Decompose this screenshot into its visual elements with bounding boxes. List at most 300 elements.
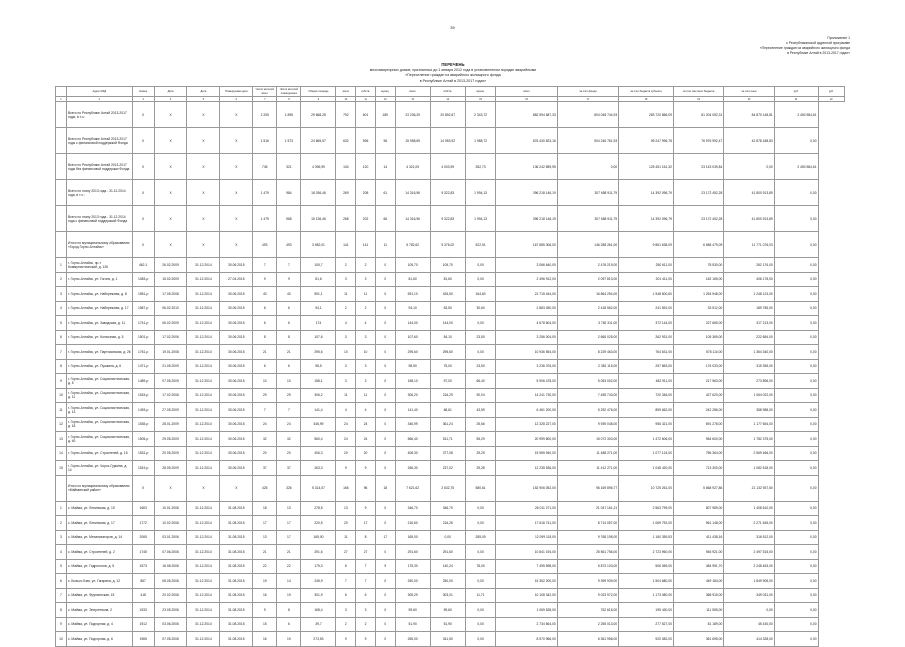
table-cell: 4 396,99 [301, 154, 336, 180]
table-cell: 1912 [132, 617, 154, 632]
table-cell: 30,60 [465, 301, 496, 316]
table-cell: 578 110,00 [673, 345, 723, 360]
table-cell: 1745 [132, 545, 154, 560]
table-cell: 6 461 200,00 [496, 403, 557, 418]
table-cell: 1 [56, 501, 67, 516]
table-cell: 12 099 115,00 [496, 530, 557, 545]
table-cell: 10 [277, 374, 301, 389]
table-cell: 295,60 [395, 345, 430, 360]
table-cell: 136 242 859,95 [496, 154, 557, 180]
table-cell: 51,90 [395, 617, 430, 632]
table-cell: 7 455 743,00 [557, 388, 618, 403]
table-cell [56, 206, 67, 232]
table-cell: 591,10 [395, 287, 430, 302]
table-cell: X [220, 232, 253, 258]
table-cell: 396 218 146,19 [496, 206, 557, 232]
column-number: 13 [395, 97, 430, 102]
table-cell: 10.02.2006 [154, 516, 187, 531]
table-cell: 0,00 [774, 588, 818, 603]
table-cell: 2 569 466,00 [724, 446, 774, 461]
housing-table [55, 86, 845, 647]
table-cell: 9 [336, 461, 356, 476]
table-cell: 1083-р [132, 272, 154, 287]
header-cell: Номер [132, 87, 154, 97]
table-cell: 162 165,00 [673, 272, 723, 287]
table-row [56, 461, 845, 476]
title-line: в Республике Алтай в 2013-2017 годах» [419, 78, 487, 83]
table-cell: 31.12.2014 [187, 588, 220, 603]
table-cell: 493 [253, 232, 277, 258]
table-cell: 8 714 057,00 [557, 516, 618, 531]
table-cell: 189 785,00 [724, 301, 774, 316]
table-cell: 15 072 303,00 [557, 432, 618, 447]
table-cell: 0 [375, 330, 395, 345]
table-cell: X [187, 475, 220, 501]
table-cell: 2 497 515,00 [724, 545, 774, 560]
address-cell: с. Майма, ул. Ленинская, д. 17 [66, 516, 132, 531]
table-cell [56, 154, 67, 180]
table-cell: 31.08.2015 [220, 559, 253, 574]
table-cell: 166 [336, 475, 356, 501]
table-cell: 7 [277, 258, 301, 273]
table-cell: 2 343,72 [465, 102, 496, 128]
table-cell: 31.08.2015 [220, 545, 253, 560]
column-number: 19 [673, 97, 723, 102]
table-cell: 3 236 376,00 [496, 359, 557, 374]
table-cell: 31.12.2014 [187, 574, 220, 589]
table-cell: 30.06.2015 [220, 461, 253, 476]
table-cell: 262 176,00 [724, 258, 774, 273]
table-cell: 15 [253, 617, 277, 632]
table-cell: 0 [375, 461, 395, 476]
table-cell: 21 047 161,21 [557, 501, 618, 516]
address-cell: Итого по муниципальному образованию «Майминский район» [66, 475, 132, 501]
table-cell: 31.12.2014 [187, 417, 220, 432]
table-cell: 23,50 [465, 330, 496, 345]
table-cell: 493 [277, 232, 301, 258]
table-cell: 9 322,83 [430, 180, 465, 206]
table-cell: 425 [253, 475, 277, 501]
table-cell: 25,66 [465, 417, 496, 432]
table-cell: 9 023 972,00 [557, 588, 618, 603]
table-cell: 1531-р [132, 446, 154, 461]
table-cell: 1 573 [277, 128, 301, 154]
table-cell: 4 [356, 316, 376, 331]
table-cell: 51,90 [430, 617, 465, 632]
table-cell: 11 488 271,00 [557, 446, 618, 461]
address-cell: Всего по этапу 2013 года - 31.12.2014 года с финансовой поддержкой Фонда [66, 206, 132, 232]
table-cell: 2 476 219,00 [557, 258, 618, 273]
table-cell: 30.06.2015 [220, 359, 253, 374]
table-cell: 76 976 992,47 [673, 128, 723, 154]
table-cell: 876 430 823,16 [496, 128, 557, 154]
table-cell: 8 570 966,00 [496, 632, 557, 647]
table-cell: X [132, 154, 154, 180]
table-cell: 30.06.2015 [220, 330, 253, 345]
table-cell: 0,00 [465, 345, 496, 360]
address-cell: Всего по этапу 2013 года - 31.12.2014 года, в т.ч.: [66, 180, 132, 206]
table-cell: 1965 [132, 632, 154, 647]
table-cell: 29 668,28 [301, 102, 336, 128]
table-cell: 13 [277, 501, 301, 516]
column-number: 8 [277, 97, 301, 102]
table-cell: 1663 [132, 501, 154, 516]
table-cell: 27 [356, 545, 376, 560]
table-row [56, 316, 845, 331]
table-cell: 3 782 311,00 [557, 316, 618, 331]
table-cell: 165,00 [301, 530, 336, 545]
table-cell: 1505-р [132, 432, 154, 447]
table-cell: 1519-р [132, 461, 154, 476]
table-cell: 1761-р [132, 345, 154, 360]
table-cell: 263,3 [301, 461, 336, 476]
table-row [56, 559, 845, 574]
table-cell: 37 [253, 461, 277, 476]
table-cell: 31.12.2014 [187, 359, 220, 374]
table-cell: 1 160 359,53 [619, 530, 674, 545]
table-cell: 9 939 048,00 [557, 417, 618, 432]
table-cell: 0,00 [774, 545, 818, 560]
table-cell: 2 563 799,00 [619, 501, 674, 516]
table-cell: 12 [56, 417, 67, 432]
table-cell: 418 [132, 588, 154, 603]
table-cell: 217 963,00 [673, 374, 723, 389]
table-cell: 3 [356, 272, 376, 287]
table-cell: 31.08.2015 [220, 530, 253, 545]
table-cell: 220,5 [301, 516, 336, 531]
table-cell: 10 [56, 632, 67, 647]
table-cell: 23 172 452,28 [673, 206, 723, 232]
table-cell: 964 600,00 [673, 432, 723, 447]
table-cell: 96 [375, 128, 395, 154]
table-cell: 250,00 [395, 574, 430, 589]
table-cell: 406,30 [395, 446, 430, 461]
table-cell: 6 [277, 359, 301, 374]
table-cell: 167 685 306,00 [496, 232, 557, 258]
table-cell: 31.12.2014 [187, 345, 220, 360]
table-cell: 3 [336, 374, 356, 389]
table-cell: 17 [277, 516, 301, 531]
table-cell: 81 204 052,31 [673, 102, 723, 128]
table-cell: 111 555,00 [673, 603, 723, 618]
table-cell: 10.01.2006 [154, 501, 187, 516]
table-cell: 859 662,00 [619, 403, 674, 418]
table-cell: 10 936 554,00 [496, 345, 557, 360]
table-cell: 31.08.2015 [220, 588, 253, 603]
table-cell: 2 632,75 [430, 475, 465, 501]
table-cell: 18 036,46 [301, 180, 336, 206]
table-cell: 1741-р [132, 316, 154, 331]
table-cell: 0 [375, 417, 395, 432]
total-row [56, 180, 845, 206]
table-cell: 30.06.2015 [220, 417, 253, 432]
table-cell: 377,08 [430, 446, 465, 461]
table-cell: 30.06.2015 [220, 345, 253, 360]
table-cell: 301,9 [301, 588, 336, 603]
table-cell: 601 [356, 102, 376, 128]
table-cell: 37 [277, 461, 301, 476]
table-cell: 484 991,70 [673, 559, 723, 574]
table-cell: 0,00 [774, 301, 818, 316]
table-cell: 30.06.2015 [220, 374, 253, 389]
table-cell: 20 [277, 446, 301, 461]
table-cell: 346,99 [301, 417, 336, 432]
header-cell: собств. [356, 87, 376, 97]
table-cell: 506 069,00 [619, 559, 674, 574]
table-cell: 26 011 271,00 [496, 501, 557, 516]
table-cell: 946 921,00 [673, 545, 723, 560]
table-cell: 17 [375, 530, 395, 545]
table-cell: 40 [253, 287, 277, 302]
table-cell: 18 [375, 475, 395, 501]
table-cell: 19.01.2008 [154, 345, 187, 360]
table-cell: 29 [277, 388, 301, 403]
table-cell: 2 665 025,00 [557, 330, 618, 345]
table-row [56, 272, 845, 287]
table-cell: 18 [253, 501, 277, 516]
table-cell: 31.12.2014 [187, 330, 220, 345]
table-cell: 5 376,02 [430, 232, 465, 258]
table-cell: 9 [336, 632, 356, 647]
table-cell: 1 177 654,00 [724, 417, 774, 432]
table-cell: 1489-р [132, 374, 154, 389]
subtotal-row [56, 475, 845, 501]
table-cell: 31.08.2015 [220, 617, 253, 632]
table-cell: 21 715 444,00 [496, 287, 557, 302]
table-cell: 208 [356, 180, 376, 206]
address-cell: г. Горно-Алтайск, ул. Социалистическая, д. 11 [66, 388, 132, 403]
table-cell: 321 [277, 154, 301, 180]
table-cell: X [187, 154, 220, 180]
address-cell: Всего по Республике Алтай 2013-2017 годы, в т.ч.: [66, 102, 132, 128]
table-cell: 27 [336, 545, 356, 560]
table-cell: 449 184,00 [673, 574, 723, 589]
table-cell [56, 102, 67, 128]
table-cell: 0 [375, 501, 395, 516]
table-cell: 31.12.2014 [187, 388, 220, 403]
table-cell: X [154, 475, 187, 501]
table-cell: 105 369,00 [673, 330, 723, 345]
table-cell: 269 [336, 180, 356, 206]
table-cell: 720 346,00 [619, 388, 674, 403]
table-cell: 23,50 [465, 359, 496, 374]
table-cell: 6 [277, 301, 301, 316]
address-cell: г. Горно-Алтайск, ул. Партизанская, д. 26 [66, 345, 132, 360]
table-cell: 81,6 [301, 272, 336, 287]
table-cell: 31.12.2014 [187, 461, 220, 476]
table-cell: 0,00 [465, 574, 496, 589]
table-cell: 1 069 752,00 [619, 516, 674, 531]
table-cell: 8 229 463,00 [557, 345, 618, 360]
table-cell: 792 [336, 102, 356, 128]
column-number: 12 [375, 97, 395, 102]
table-cell: 1 988,72 [465, 128, 496, 154]
table-cell: 0,00 [774, 374, 818, 389]
table-cell: 175,3 [301, 559, 336, 574]
table-cell: 59,60 [430, 603, 465, 618]
column-number: 9 [301, 97, 336, 102]
table-cell: 0 [375, 272, 395, 287]
table-cell: 23 236,29 [395, 102, 430, 128]
table-cell: 5 053 002,00 [557, 374, 618, 389]
table-cell: 1567-р [132, 301, 154, 316]
table-cell: 1 994,13 [465, 180, 496, 206]
table-row [56, 574, 845, 589]
table-cell: 31.12.2014 [187, 545, 220, 560]
table-cell: 75,00 [430, 359, 465, 374]
table-cell: 0,00 [774, 345, 818, 360]
table-cell: 30.06.2015 [220, 388, 253, 403]
table-cell: 2 097 813,00 [557, 272, 618, 287]
table-cell: 522,91 [465, 232, 496, 258]
address-cell: г. Горно-Алтайск, ул. Заводская, д. 11 [66, 316, 132, 331]
table-cell: 06.02.2009 [154, 316, 187, 331]
table-cell: 1 173 080,00 [619, 588, 674, 603]
table-cell: 14 316,96 [395, 206, 430, 232]
table-cell: 7 621,62 [395, 475, 430, 501]
address-cell: г. Горно-Алтайск, ул. Набережная, д. 8 [66, 287, 132, 302]
address-cell: г. Горно-Алтайск, ул. Чорос-Гуркина, д. 14 [66, 461, 132, 476]
table-cell: 504 246 761,93 [557, 128, 618, 154]
address-cell: Всего по Республике Алтай 2013-2017 годы с финансовой поддержкой Фонда [66, 128, 132, 154]
table-cell: 482 911,00 [619, 374, 674, 389]
table-cell: 19 [253, 574, 277, 589]
table-cell: 273 896,00 [724, 374, 774, 389]
table-cell: 15.02.2009 [154, 272, 187, 287]
table-cell: 1471-р [132, 359, 154, 374]
table-cell: 21 [277, 345, 301, 360]
table-cell: 5 314,07 [301, 475, 336, 501]
table-cell: 222 684,00 [724, 330, 774, 345]
table-cell: 31.12.2014 [187, 432, 220, 447]
table-cell: 1 479 [253, 180, 277, 206]
table-cell: 9 [356, 501, 376, 516]
table-cell: 6 [356, 588, 376, 603]
table-cell: 21 [277, 545, 301, 560]
table-cell: 216,29 [430, 388, 465, 403]
table-cell: 20 [336, 516, 356, 531]
table-cell: 0,00 [774, 475, 818, 501]
title-line: многоквартирных домов, признанных до 1 января 2012 года в установленном порядке аварийными [369, 67, 537, 72]
table-cell: 5 782,62 [395, 232, 430, 258]
table-cell: 12 235 536,00 [496, 461, 557, 476]
table-cell: 03.06.2006 [154, 617, 187, 632]
table-cell: 0 [375, 588, 395, 603]
table-cell: 920 082,00 [619, 632, 674, 647]
table-cell: 0 [375, 301, 395, 316]
table-cell: 30.06.2015 [220, 316, 253, 331]
table-cell: 94,1 [301, 301, 336, 316]
table-cell: 2 883 450,00 [496, 301, 557, 316]
table-cell: 15 965 940,00 [496, 446, 557, 461]
table-row [56, 501, 845, 516]
table-cell: 745 [253, 154, 277, 180]
table-cell: X [187, 180, 220, 206]
table-cell: 6 [336, 588, 356, 603]
table-cell: 144,00 [395, 316, 430, 331]
table-cell: 07.05.2009 [154, 374, 187, 389]
table-cell: 11 [375, 232, 395, 258]
table-cell: 4 [56, 301, 67, 316]
table-cell: 141,4 [301, 403, 336, 418]
table-cell: 361 695,00 [673, 632, 723, 647]
table-cell: 17 616 741,00 [496, 516, 557, 531]
table-cell: 9 322,83 [430, 206, 465, 232]
table-cell: 0,00 [465, 516, 496, 531]
table-cell: 4 [56, 545, 67, 560]
table-cell: 0,00 [774, 501, 818, 516]
table-cell: 756 364,00 [673, 446, 723, 461]
table-cell: 1573 [132, 559, 154, 574]
table-cell: 2 450 584,61 [774, 154, 818, 180]
table-cell: 0 [375, 432, 395, 447]
column-number: 6 [220, 97, 253, 102]
column-number: 3 [132, 97, 154, 102]
table-cell: 961 148,00 [673, 516, 723, 531]
table-cell: 2 248 463,00 [724, 559, 774, 574]
table-cell: 0 [375, 516, 395, 531]
table-cell: 596 [356, 128, 376, 154]
address-cell: Итого по муниципальному образованию «Город Горно-Алтайск» [66, 232, 132, 258]
table-cell: X [154, 154, 187, 180]
table-cell: 141,40 [395, 403, 430, 418]
table-cell: 867 [132, 574, 154, 589]
header-cell: собств. [430, 87, 465, 97]
table-cell: 268 [336, 206, 356, 232]
table-cell: 30.06.2015 [220, 258, 253, 273]
column-number: 14 [430, 97, 465, 102]
table-cell: 23 143 039,84 [673, 154, 723, 180]
table-cell: 591,1 [301, 287, 336, 302]
table-cell: 307 658 911,79 [557, 180, 618, 206]
table-cell: 81 189,00 [673, 617, 723, 632]
table-cell: 560,4 [301, 432, 336, 447]
table-cell: 11,71 [465, 588, 496, 603]
table-cell: 14 [375, 154, 395, 180]
table-cell: 31.08.2015 [220, 603, 253, 618]
table-cell: 6 [253, 316, 277, 331]
table-cell: X [220, 475, 253, 501]
table-cell: 0,00 [774, 330, 818, 345]
table-cell: 0 [375, 632, 395, 647]
column-number: 2 [66, 97, 132, 102]
table-cell: 4 [336, 316, 356, 331]
table-cell: 307 658 911,79 [557, 206, 618, 232]
table-cell: 10 [56, 388, 67, 403]
table-cell: 6 [253, 301, 277, 316]
table-cell: 98,50 [395, 359, 430, 374]
table-cell: 0,00 [465, 272, 496, 287]
header-cell [56, 87, 67, 97]
table-cell: 0,00 [774, 461, 818, 476]
table-cell: 27.04.2015 [220, 272, 253, 287]
table-cell: 10 [336, 345, 356, 360]
table-cell: 20.02.2006 [154, 588, 187, 603]
address-cell: с. Кызыл-Озек, ул. Гагарина, д. 12 [66, 574, 132, 589]
table-cell: 45 430,00 [724, 617, 774, 632]
table-row [56, 588, 845, 603]
appendix-line: в Республике Алтай в 2013-2017 годах» [787, 51, 850, 55]
column-number: 15 [465, 97, 496, 102]
table-cell: 0,00 [724, 154, 774, 180]
table-cell: 107,6 [301, 330, 336, 345]
table-cell: 0,00 [774, 388, 818, 403]
address-cell: г. Горно-Алтайск, ул. Пушкина, д. 6 [66, 359, 132, 374]
table-cell: 9 [56, 617, 67, 632]
table-cell: 06.02.2010 [154, 301, 187, 316]
table-cell: 7 [253, 403, 277, 418]
table-cell: 4 003,99 [430, 154, 465, 180]
